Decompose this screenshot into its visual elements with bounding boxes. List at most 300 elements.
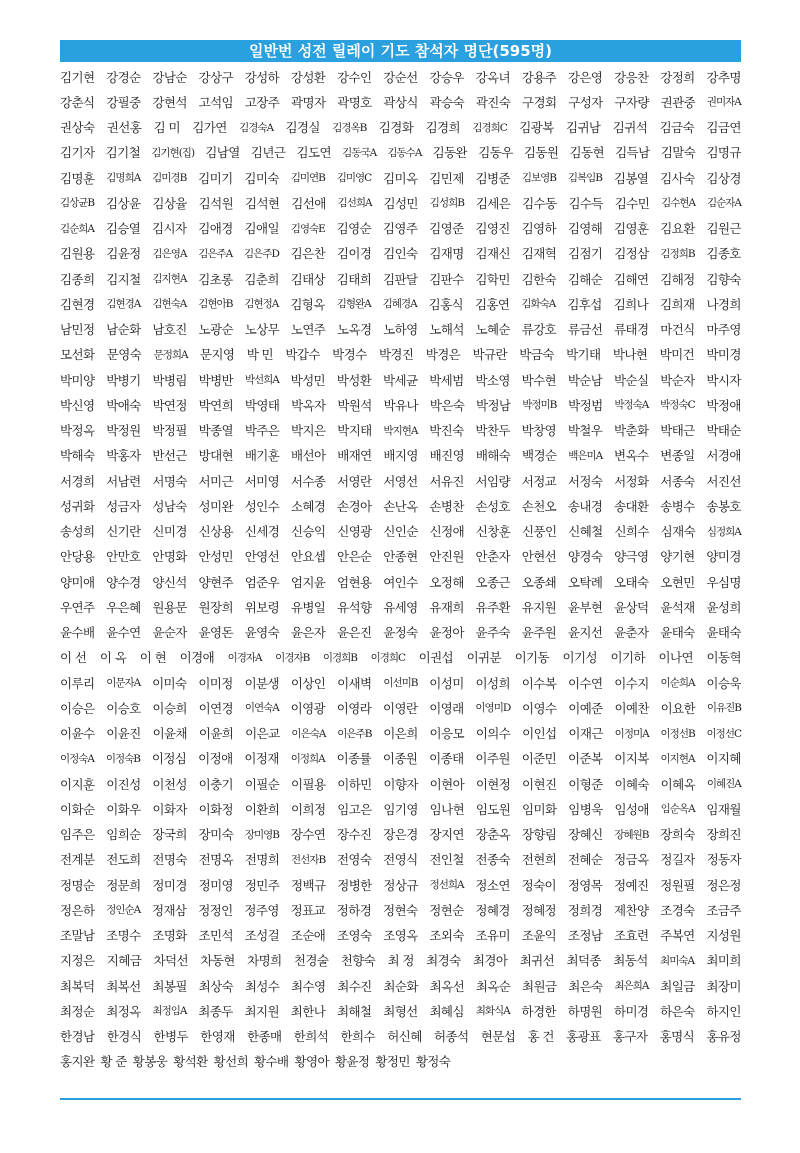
attendee-name: 이미숙 bbox=[152, 675, 187, 691]
attendee-name: 손경아 bbox=[337, 498, 372, 514]
attendee-name: 지정은 bbox=[60, 953, 95, 969]
attendee-name: 박갑수 bbox=[285, 347, 320, 363]
attendee-name: 김세은 bbox=[475, 195, 511, 211]
attendee-name: 안영선 bbox=[244, 549, 280, 565]
name-row bbox=[60, 392, 741, 417]
attendee-name: 이영란 bbox=[383, 700, 418, 716]
attendee-name: 장미숙 bbox=[198, 827, 234, 843]
attendee-name: 윤춘자 bbox=[614, 625, 649, 641]
attendee-name: 박주은 bbox=[244, 423, 280, 439]
attendee-name: 박순실 bbox=[614, 372, 649, 388]
attendee-name: 윤은자 bbox=[290, 625, 326, 641]
attendee-name: 강성하 bbox=[244, 69, 280, 85]
attendee-name: 장미영B bbox=[244, 828, 280, 841]
name-row bbox=[60, 872, 741, 897]
attendee-name: 안요셉 bbox=[290, 549, 326, 565]
attendee-name: 전도희 bbox=[106, 852, 141, 868]
attendee-name: 장춘옥 bbox=[475, 827, 511, 843]
attendee-name: 박병기 bbox=[106, 372, 141, 388]
attendee-name: 송내경 bbox=[567, 498, 603, 514]
attendee-name: 이승호 bbox=[106, 700, 141, 716]
attendee-name: 김영숙E bbox=[290, 222, 325, 235]
attendee-name: 최수영 bbox=[291, 978, 326, 994]
attendee-name: 오종쇄 bbox=[521, 574, 557, 590]
attendee-name: 홍지완 bbox=[60, 1054, 95, 1070]
attendee-name: 이정애 bbox=[198, 751, 233, 767]
attendee-name: 박종열 bbox=[198, 423, 234, 439]
name-row bbox=[60, 620, 741, 645]
attendee-name: 문지영 bbox=[199, 347, 235, 363]
attendee-name: 오종근 bbox=[475, 574, 510, 590]
attendee-name: 김홍식 bbox=[428, 296, 464, 312]
attendee-name: 최동석 bbox=[613, 953, 648, 969]
name-row bbox=[60, 190, 741, 215]
name-row bbox=[60, 342, 741, 367]
attendee-name: 김현경A bbox=[106, 298, 141, 311]
attendee-name: 황봉웅 bbox=[132, 1054, 168, 1070]
attendee-name: 최종두 bbox=[198, 1003, 233, 1019]
attendee-name: 김명희A bbox=[106, 172, 141, 185]
attendee-name: 권미자A bbox=[706, 96, 741, 109]
attendee-name: 황영아 bbox=[294, 1054, 329, 1070]
attendee-name: 김해연 bbox=[614, 271, 649, 287]
name-row bbox=[60, 822, 741, 847]
attendee-name: 송봉호 bbox=[706, 498, 741, 514]
attendee-name: 김도연 bbox=[296, 145, 331, 161]
attendee-name: 구경회 bbox=[522, 94, 557, 110]
attendee-name: 이혜숙 bbox=[614, 776, 649, 792]
attendee-name: 김은찬 bbox=[290, 246, 326, 262]
attendee-name: 임나현 bbox=[429, 801, 465, 817]
attendee-name: 신미경 bbox=[152, 524, 187, 540]
attendee-name: 김승열 bbox=[105, 221, 141, 237]
attendee-name: 노혜순 bbox=[475, 322, 510, 338]
attendee-name: 김민제 bbox=[429, 170, 464, 186]
attendee-name: 박정애 bbox=[706, 397, 741, 413]
attendee-name: 노연주 bbox=[290, 322, 326, 338]
attendee-name: 김귀석 bbox=[612, 120, 648, 136]
attendee-name: 박진숙 bbox=[429, 423, 464, 439]
attendee-name: 나경희 bbox=[706, 296, 741, 312]
attendee-name: 박지은 bbox=[291, 423, 326, 439]
name-row bbox=[60, 1024, 741, 1049]
attendee-name: 김현정A bbox=[244, 298, 279, 311]
attendee-name: 이경희C bbox=[370, 651, 406, 664]
attendee-name: 강응찬 bbox=[614, 69, 649, 85]
name-row bbox=[60, 89, 741, 114]
attendee-name: 황선희 bbox=[213, 1054, 249, 1070]
attendee-name: 김금숙 bbox=[659, 120, 695, 136]
attendee-name: 김기현(집) bbox=[151, 146, 195, 159]
attendee-name: 박미양 bbox=[60, 372, 95, 388]
name-row bbox=[60, 771, 741, 796]
attendee-name: 김후섭 bbox=[567, 296, 602, 312]
attendee-name: 임재월 bbox=[706, 801, 741, 817]
attendee-name: 이권섭 bbox=[418, 650, 454, 666]
attendee-name: 강순선 bbox=[383, 69, 418, 85]
list-title: 일반번 성전 릴레이 기도 참석자 명단(595명) bbox=[60, 40, 741, 62]
attendee-name: 이의수 bbox=[475, 726, 511, 742]
attendee-name: 이화자 bbox=[152, 801, 187, 817]
attendee-name: 차덕선 bbox=[153, 953, 188, 969]
attendee-name: 박정미B bbox=[522, 399, 557, 412]
attendee-name: 윤부현 bbox=[567, 599, 603, 615]
attendee-name: 임희순 bbox=[106, 827, 141, 843]
attendee-name: 이지현A bbox=[660, 752, 695, 765]
attendee-name: 안진원 bbox=[429, 549, 464, 565]
attendee-name: 지성원 bbox=[706, 928, 741, 944]
attendee-name: 이종원 bbox=[382, 751, 418, 767]
attendee-name: 조금주 bbox=[706, 902, 741, 918]
attendee-name: 이상인 bbox=[290, 675, 326, 691]
attendee-name: 하경한 bbox=[521, 1003, 556, 1019]
attendee-name: 전명숙 bbox=[152, 852, 187, 868]
attendee-name: 김홍연 bbox=[474, 296, 510, 312]
attendee-name: 정미경 bbox=[152, 877, 187, 893]
attendee-name: 노하영 bbox=[383, 322, 418, 338]
attendee-name: 김요환 bbox=[660, 221, 695, 237]
attendee-name: 전선자B bbox=[291, 853, 326, 866]
attendee-name: 곽상식 bbox=[383, 94, 418, 110]
attendee-name: 이현아 bbox=[429, 776, 465, 792]
attendee-name: 최미숙A bbox=[660, 954, 695, 967]
attendee-name: 윤영숙 bbox=[244, 625, 280, 641]
attendee-name: 양신석 bbox=[152, 574, 187, 590]
attendee-name: 김미숙 bbox=[244, 170, 279, 186]
attendee-name: 윤성희 bbox=[706, 599, 741, 615]
attendee-name: 박정옥 bbox=[60, 423, 95, 439]
attendee-name: 정상규 bbox=[383, 877, 418, 893]
attendee-name: 지혜금 bbox=[106, 953, 142, 969]
attendee-name: 허종석 bbox=[434, 1029, 469, 1045]
attendee-name: 이문자A bbox=[106, 677, 141, 690]
attendee-name: 김원근 bbox=[706, 221, 741, 237]
attendee-name: 권선홍 bbox=[106, 120, 142, 136]
attendee-name: 김원용 bbox=[60, 246, 95, 262]
attendee-name: 이요한 bbox=[660, 700, 696, 716]
attendee-name: 김수민 bbox=[614, 195, 650, 211]
attendee-name: 이정숙A bbox=[60, 752, 95, 765]
attendee-name: 배기훈 bbox=[244, 448, 280, 464]
attendee-name: 김종희 bbox=[60, 271, 95, 287]
attendee-name: 최복덕 bbox=[60, 978, 95, 994]
attendee-name: 심정희A bbox=[706, 525, 741, 538]
attendee-name: 이주원 bbox=[475, 751, 510, 767]
attendee-name: 정혜경 bbox=[475, 902, 510, 918]
attendee-name: 박순남 bbox=[567, 372, 603, 388]
attendee-name: 임기영 bbox=[383, 801, 418, 817]
attendee-name: 최일금 bbox=[660, 978, 695, 994]
attendee-name: 안만호 bbox=[106, 549, 141, 565]
name-row bbox=[60, 847, 741, 872]
attendee-name: 김석현 bbox=[244, 195, 280, 211]
attendee-name: 강용주 bbox=[521, 69, 557, 85]
attendee-name: 최혜심 bbox=[429, 1003, 464, 1019]
name-row bbox=[60, 923, 741, 948]
attendee-name: 모선화 bbox=[60, 347, 95, 363]
attendee-name: 정금옥 bbox=[614, 852, 649, 868]
attendee-name: 김동우 bbox=[478, 145, 513, 161]
name-row bbox=[60, 493, 741, 518]
attendee-name: 위보령 bbox=[244, 599, 280, 615]
attendee-name: 김말숙 bbox=[660, 145, 696, 161]
attendee-name: 오정해 bbox=[429, 574, 464, 590]
attendee-name: 신기란 bbox=[106, 524, 141, 540]
attendee-name: 유주환 bbox=[475, 599, 510, 615]
attendee-name: 윤주숙 bbox=[475, 625, 510, 641]
attendee-name: 강추명 bbox=[706, 69, 741, 85]
attendee-name: 박지태 bbox=[337, 423, 372, 439]
name-row bbox=[60, 367, 741, 392]
attendee-name: 이경자A bbox=[227, 651, 262, 664]
attendee-name: 우연주 bbox=[60, 599, 95, 615]
attendee-name: 고장주 bbox=[244, 94, 280, 110]
attendee-name: 정예진 bbox=[614, 877, 649, 893]
attendee-name: 김경옥B bbox=[332, 121, 367, 134]
attendee-name: 박연희 bbox=[198, 397, 234, 413]
attendee-name: 박병림 bbox=[152, 372, 187, 388]
attendee-name: 마건식 bbox=[660, 322, 695, 338]
attendee-name: 박춘화 bbox=[614, 423, 649, 439]
attendee-name: 김광복 bbox=[519, 120, 554, 136]
attendee-name: 정은하 bbox=[60, 902, 95, 918]
attendee-name: 유석향 bbox=[337, 599, 372, 615]
attendee-name: 김동완 bbox=[432, 145, 468, 161]
attendee-name: 김영훈 bbox=[614, 221, 649, 237]
attendee-name: 김지철 bbox=[106, 271, 141, 287]
attendee-name: 이응모 bbox=[429, 726, 464, 742]
attendee-name: 이준민 bbox=[521, 751, 557, 767]
attendee-name: 김상경 bbox=[706, 170, 741, 186]
attendee-name: 이수연 bbox=[568, 675, 603, 691]
attendee-name: 안성민 bbox=[198, 549, 233, 565]
name-row bbox=[60, 216, 741, 241]
name-row bbox=[60, 165, 741, 190]
attendee-name: 이영광 bbox=[290, 700, 326, 716]
attendee-name: 김영진 bbox=[475, 221, 510, 237]
attendee-name: 이지훈 bbox=[60, 776, 95, 792]
attendee-name: 오태숙 bbox=[614, 574, 649, 590]
attendee-name: 김득남 bbox=[615, 145, 650, 161]
attendee-name: 임순옥A bbox=[660, 803, 695, 816]
attendee-name: 박미경 bbox=[706, 347, 741, 363]
attendee-name: 이화순 bbox=[60, 801, 95, 817]
attendee-name: 김희재 bbox=[660, 296, 695, 312]
attendee-name: 최해철 bbox=[336, 1003, 372, 1019]
attendee-name: 윤석재 bbox=[660, 599, 695, 615]
attendee-name: 유세영 bbox=[383, 599, 418, 615]
attendee-name: 최옥선 bbox=[429, 978, 465, 994]
attendee-name: 신인순 bbox=[383, 524, 418, 540]
name-row bbox=[60, 544, 741, 569]
attendee-name: 장희진 bbox=[706, 827, 741, 843]
attendee-name: 남호진 bbox=[152, 322, 187, 338]
attendee-name: 정표교 bbox=[290, 902, 326, 918]
attendee-name: 양현주 bbox=[198, 574, 233, 590]
attendee-name: 서정화 bbox=[614, 473, 649, 489]
attendee-name: 강성환 bbox=[290, 69, 326, 85]
attendee-name: 정미영 bbox=[198, 877, 234, 893]
attendee-name: 원장희 bbox=[198, 599, 233, 615]
attendee-name: 서남련 bbox=[106, 473, 141, 489]
attendee-name: 최한나 bbox=[290, 1003, 326, 1019]
attendee-name: 최경아 bbox=[472, 953, 508, 969]
attendee-name: 윤정아 bbox=[429, 625, 464, 641]
attendee-name: 김동현 bbox=[569, 145, 604, 161]
attendee-name: 장혜원B bbox=[614, 828, 649, 841]
attendee-name: 황정민 bbox=[375, 1054, 410, 1070]
attendee-name: 배지영 bbox=[383, 448, 418, 464]
attendee-name: 강수인 bbox=[337, 69, 372, 85]
attendee-name: 김향숙 bbox=[706, 271, 741, 287]
attendee-name: 김귀남 bbox=[565, 120, 601, 136]
attendee-name: 전명옥 bbox=[198, 852, 234, 868]
attendee-name: 서진선 bbox=[706, 473, 741, 489]
attendee-name: 서미근 bbox=[198, 473, 233, 489]
attendee-name: 김태상 bbox=[290, 271, 326, 287]
attendee-name: 이 옥 bbox=[99, 650, 127, 666]
name-row bbox=[60, 140, 741, 165]
attendee-name: 백은미A bbox=[568, 449, 603, 462]
attendee-name: 이새벽 bbox=[337, 675, 372, 691]
attendee-name: 박해숙 bbox=[60, 448, 95, 464]
attendee-name: 김 미 bbox=[153, 120, 180, 136]
attendee-name: 김경화 bbox=[378, 120, 414, 136]
attendee-name: 방대현 bbox=[198, 448, 234, 464]
attendee-name: 이선미B bbox=[383, 677, 418, 690]
attendee-name: 안명화 bbox=[152, 549, 187, 565]
attendee-name: 성금자 bbox=[106, 498, 141, 514]
attendee-name: 이정선C bbox=[706, 727, 741, 740]
attendee-name: 이은주B bbox=[337, 727, 372, 740]
attendee-name: 이정심 bbox=[151, 751, 187, 767]
attendee-name: 하지인 bbox=[706, 1003, 741, 1019]
attendee-name: 양경숙 bbox=[567, 549, 603, 565]
attendee-name: 조정남 bbox=[567, 928, 603, 944]
attendee-name: 김경희 bbox=[425, 120, 460, 136]
attendee-name: 서임량 bbox=[475, 473, 510, 489]
attendee-name: 유재희 bbox=[429, 599, 464, 615]
attendee-name: 우은혜 bbox=[106, 599, 141, 615]
attendee-name: 이수지 bbox=[614, 675, 649, 691]
attendee-name: 전혜순 bbox=[567, 852, 603, 868]
attendee-name: 이화정 bbox=[198, 801, 234, 817]
attendee-name: 박유나 bbox=[383, 397, 418, 413]
attendee-name: 서종숙 bbox=[660, 473, 695, 489]
attendee-name: 박순자 bbox=[660, 372, 695, 388]
attendee-name: 김지현A bbox=[152, 273, 187, 286]
attendee-name: 곽명자 bbox=[291, 94, 326, 110]
attendee-name: 서영선 bbox=[383, 473, 418, 489]
attendee-name: 김은주A bbox=[198, 247, 233, 260]
attendee-name: 김화숙A bbox=[521, 298, 556, 311]
attendee-name: 남민정 bbox=[60, 322, 95, 338]
attendee-name: 최수진 bbox=[337, 978, 372, 994]
attendee-name: 최정순 bbox=[60, 1003, 95, 1019]
attendee-name: 이연경 bbox=[198, 700, 234, 716]
attendee-name: 이유진B bbox=[706, 702, 741, 715]
attendee-name: 최귀선 bbox=[519, 953, 555, 969]
name-row bbox=[60, 594, 741, 619]
attendee-name: 정정인 bbox=[198, 902, 233, 918]
attendee-name: 배재연 bbox=[337, 448, 372, 464]
attendee-name: 강옥녀 bbox=[475, 69, 510, 85]
attendee-name: 이윤희 bbox=[198, 726, 234, 742]
attendee-name: 송성희 bbox=[60, 524, 95, 540]
attendee-name: 엄준우 bbox=[244, 574, 280, 590]
attendee-name: 윤태숙 bbox=[660, 625, 695, 641]
attendee-name: 박경수 bbox=[332, 347, 367, 363]
attendee-name: 조명수 bbox=[106, 928, 141, 944]
attendee-name: 손병찬 bbox=[429, 498, 464, 514]
attendee-name: 김한숙 bbox=[521, 271, 557, 287]
attendee-name: 황석환 bbox=[173, 1054, 208, 1070]
attendee-name: 정현순 bbox=[429, 902, 464, 918]
attendee-name: 천향숙 bbox=[340, 953, 376, 969]
attendee-name: 장희숙 bbox=[660, 827, 695, 843]
attendee-name: 김점기 bbox=[567, 246, 603, 262]
attendee-name: 조영옥 bbox=[383, 928, 418, 944]
attendee-name: 한종매 bbox=[247, 1029, 282, 1045]
attendee-name: 김보영B bbox=[521, 172, 557, 185]
attendee-name: 신창훈 bbox=[475, 524, 511, 540]
attendee-name: 김재명 bbox=[429, 246, 464, 262]
attendee-name: 문정희A bbox=[153, 348, 188, 361]
attendee-name: 최화식A bbox=[475, 1005, 510, 1018]
attendee-name: 김판수 bbox=[429, 271, 464, 287]
attendee-name: 이미정 bbox=[198, 675, 233, 691]
attendee-name: 김석원 bbox=[198, 195, 234, 211]
attendee-name: 박경은 bbox=[425, 347, 461, 363]
attendee-name: 서미영 bbox=[244, 473, 280, 489]
attendee-name: 노광순 bbox=[198, 322, 233, 338]
attendee-name: 최 정 bbox=[387, 953, 414, 969]
attendee-name: 윤주원 bbox=[521, 625, 557, 641]
attendee-name: 박옥자 bbox=[291, 397, 326, 413]
attendee-name: 류금선 bbox=[567, 322, 603, 338]
attendee-name: 강상구 bbox=[198, 69, 233, 85]
attendee-name: 박철우 bbox=[567, 423, 603, 439]
attendee-name: 이정희A bbox=[290, 752, 325, 765]
attendee-name: 현문섭 bbox=[480, 1029, 516, 1045]
name-row bbox=[60, 569, 741, 594]
attendee-name: 김현숙A bbox=[152, 298, 187, 311]
attendee-name: 오탁례 bbox=[567, 574, 603, 590]
attendee-name: 장혜신 bbox=[568, 827, 603, 843]
attendee-name: 김영준 bbox=[429, 221, 464, 237]
attendee-name: 김재신 bbox=[475, 246, 510, 262]
name-row bbox=[60, 948, 741, 973]
attendee-name: 전영식 bbox=[383, 852, 418, 868]
attendee-name: 이필순 bbox=[244, 776, 280, 792]
attendee-name: 임성애 bbox=[614, 801, 649, 817]
name-row bbox=[60, 266, 741, 291]
attendee-name: 강춘식 bbox=[60, 94, 95, 110]
attendee-name: 박원석 bbox=[337, 397, 372, 413]
attendee-name: 박소영 bbox=[475, 372, 510, 388]
attendee-name: 이 선 bbox=[60, 650, 87, 666]
attendee-name: 홍유정 bbox=[706, 1029, 741, 1045]
attendee-name: 박미건 bbox=[659, 347, 695, 363]
attendee-name: 장국희 bbox=[152, 827, 187, 843]
name-row bbox=[60, 468, 741, 493]
attendee-name: 배진영 bbox=[429, 448, 465, 464]
attendee-name: 조순애 bbox=[290, 928, 326, 944]
attendee-name: 박영태 bbox=[244, 397, 280, 413]
attendee-name: 이경자B bbox=[275, 651, 310, 664]
attendee-name: 이화우 bbox=[106, 801, 141, 817]
attendee-name: 이정숙B bbox=[105, 752, 141, 765]
